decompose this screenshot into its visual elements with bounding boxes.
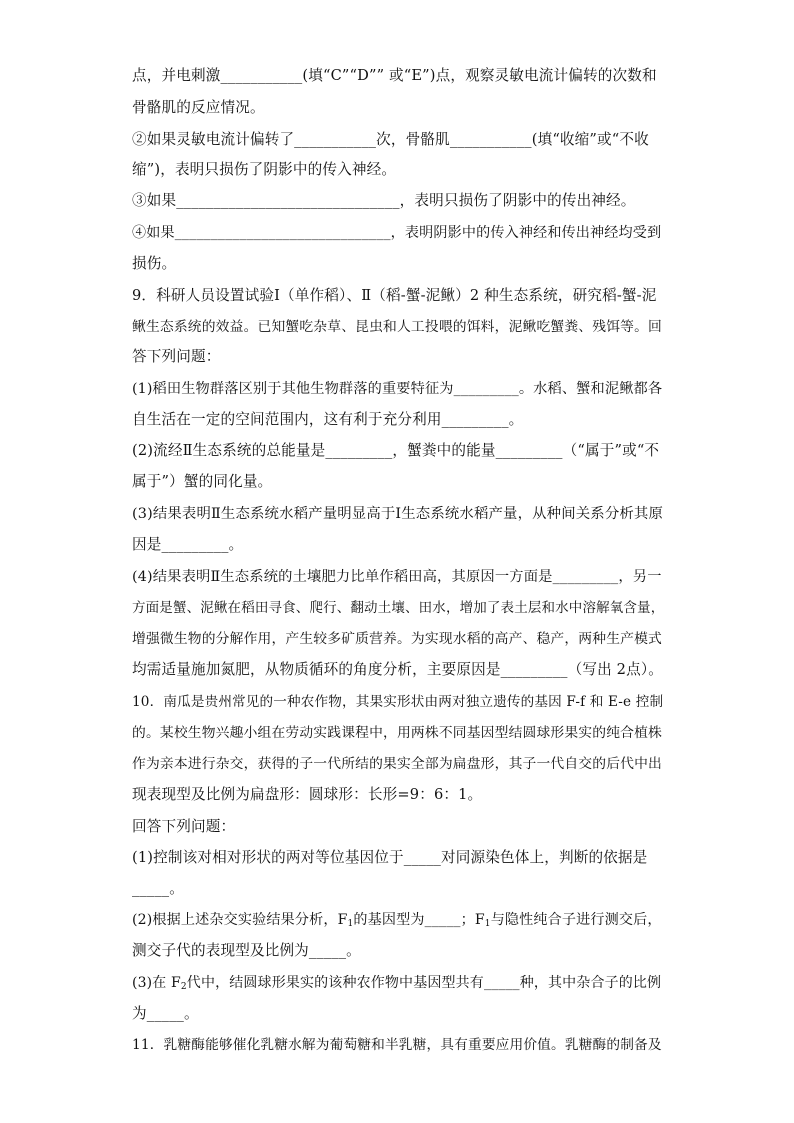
text-line: 属于”）蟹的同化量。 <box>132 473 273 490</box>
text-line: _____。 <box>132 880 184 897</box>
text-line: 方面是蟹、泥鳅在稻田寻食、爬行、翻动土壤、田水，增加了表土层和水中溶解氧含量， <box>132 600 665 616</box>
text-line: (2)流经Ⅱ生态系统的总能量是_________，蟹粪中的能量_________（“属于”或“不 <box>132 442 660 459</box>
text-line: 测交子代的表现型及比例为_____。 <box>132 942 361 959</box>
text-line: (3)结果表明Ⅱ生态系统水稻产量明显高于Ⅰ生态系统水稻产量，从种间关系分析其原 <box>132 506 663 522</box>
text-line: 因是_________。 <box>132 536 244 553</box>
question-10-stem: 10．南瓜是贵州常见的一种农作物，其果实形状由两对独立遗传的基因 F-f 和 E-e 控制 <box>132 694 664 710</box>
text-line: 自生活在一定的空间范围内，这有利于充分利用_________。 <box>132 411 524 428</box>
text-line: 损伤。 <box>132 255 177 272</box>
text-line: 答下列问题： <box>132 348 221 365</box>
question-9-stem: 9．科研人员设置试验Ⅰ（单作稻）、Ⅱ（稻-蟹-泥鳅）2 种生态系统，研究稻-蟹-泥 <box>132 287 657 304</box>
text-line: 作为亲本进行杂交，获得的子一代所结的果实全部为扁盘形，其子一代自交的后代中出 <box>132 756 662 772</box>
text-line: 为_____。 <box>132 1005 199 1022</box>
text-line: (3)在 $F_2$代中，结圆球形果实的该种农作物中基因型共有_____种，其中杂合子的比例 <box>132 975 662 992</box>
text-line: ④如果______________________________，表明阴影中的传入神经和传出神经均受到 <box>132 225 662 241</box>
question-11-stem: 11．乳糖酶能够催化乳糖水解为葡萄糖和半乳糖，具有重要应用价值。乳糖酶的制备及 <box>132 1037 662 1053</box>
text-line: (4)结果表明Ⅱ生态系统的土壤肥力比单作稻田高，其原因一方面是_________，另一 <box>132 569 662 585</box>
text-line: (2)根据上述杂交实验结果分析，$F_1$的基因型为_____；$F_1$与隐性纯合子进行测交后， <box>132 912 662 929</box>
text-line: 骨骼肌的反应情况。 <box>132 99 265 116</box>
text-line: 缩”)，表明只损伤了阴影中的传入神经。 <box>132 161 397 178</box>
text-line: (1)控制该对相对形状的两对等位基因位于_____对同源染色体上，判断的依据是 <box>132 849 648 866</box>
text-line: 鳅生态系统的效益。已知蟹吃杂草、昆虫和人工投喂的饵料，泥鳅吃蟹粪、残饵等。回 <box>132 319 662 335</box>
text-line: (1)稻田生物群落区别于其他生物群落的重要特征为_________。水稻、蟹和泥鳅都各 <box>132 381 663 397</box>
text-line: 均需适量施加氮肥，从物质循环的角度分析，主要原因是_________（写出 2点）。 <box>132 661 664 678</box>
text-line: ②如果灵敏电流计偏转了___________次，骨骼肌___________(填“收缩”或“不收 <box>132 131 649 148</box>
text-line: ③如果______________________________，表明只损伤了阴影中的传出神经。 <box>132 192 636 209</box>
text-line: 的。某校生物兴趣小组在劳动实践课程中，用两株不同基因型结圆球形果实的纯合植株 <box>132 725 662 741</box>
text-line: 回答下列问题： <box>132 818 236 835</box>
text-line: 点，并电刺激___________(填“C”“D”” 或“E”)点，观察灵敏电流计偏转的次数和 <box>132 67 657 84</box>
text-line: 现表现型及比例为扁盘形：圆球形：长形=9：6：1。 <box>132 786 483 803</box>
text-line: 增强微生物的分解作用，产生较多矿质营养。为实现水稻的高产、稳产，两种生产模式 <box>132 631 662 647</box>
